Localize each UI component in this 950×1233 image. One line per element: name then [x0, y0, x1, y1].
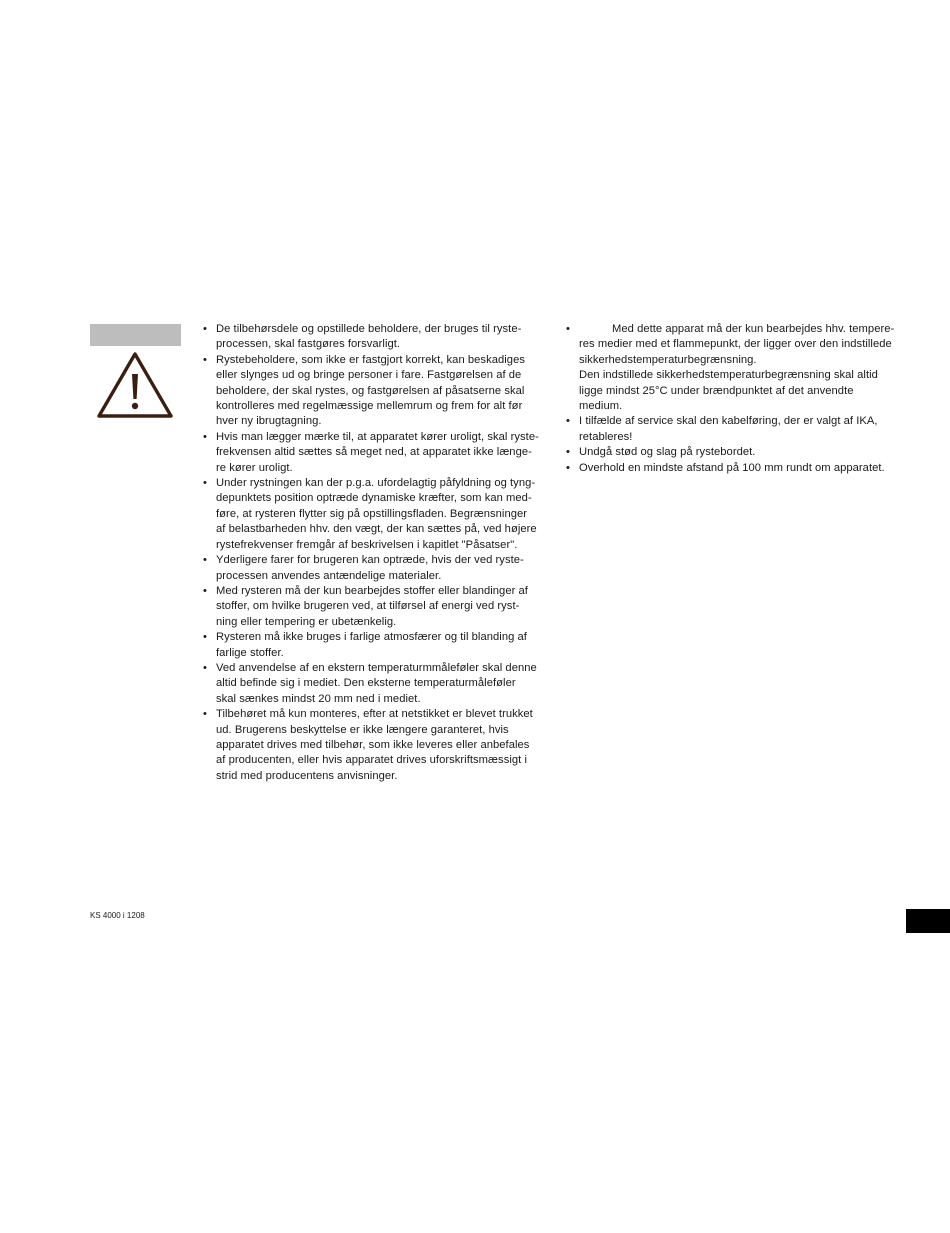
- text-line: Overhold en mindste afstand på 100 mm rundt om apparatet.: [579, 461, 885, 474]
- text-line: sikkerhedstemperaturbegrænsning.: [579, 353, 757, 366]
- bullet-item: [566, 461, 911, 476]
- warning-triangle-icon: [96, 350, 174, 420]
- bullet-marker: •: [203, 477, 207, 490]
- bullet-item: [566, 445, 911, 460]
- bullet-marker: •: [566, 415, 570, 428]
- bullet-item: [203, 707, 548, 784]
- safety-instructions-left-column: [203, 322, 548, 784]
- text-line: hver ny ibrugtagning.: [216, 415, 322, 428]
- text-line: ning eller tempering er ubetænkelig.: [216, 615, 397, 628]
- bullet-marker: •: [566, 323, 570, 335]
- text-line: medium.: [579, 400, 623, 413]
- bullet-item: [203, 353, 548, 430]
- text-line: rystefrekvenser fremgår af beskrivelsen i kapitlet "Påsatser".: [216, 538, 518, 551]
- text-line: processen, skal fastgøres forsvarligt.: [216, 338, 401, 351]
- text-line: Den indstillede sikkerhedstemperaturbegrænsning skal altid: [579, 369, 878, 382]
- text-line: stoffer, om hvilke brugeren ved, at tilførsel af energi ved ryst-: [216, 600, 520, 613]
- bullet-marker: •: [203, 584, 207, 597]
- text-line: eller slynges ud og bringe personer i fare. Fastgørelsen af de: [216, 369, 522, 382]
- bullet-item: [566, 322, 911, 414]
- safety-instructions-right-column: [566, 322, 911, 476]
- text-line: depunktets position optræde dynamiske kræfter, som kan med-: [216, 492, 532, 505]
- text-line: af producenten, eller hvis apparatet drives uforskriftsmæssigt i: [216, 754, 527, 767]
- text-line: Undgå stød og slag på rystebordet.: [579, 446, 756, 459]
- text-line: skal sænkes mindst 20 mm ned i mediet.: [216, 692, 421, 705]
- bullet-item: [203, 584, 548, 630]
- bullet-marker: •: [203, 323, 207, 335]
- bullet-item: [203, 553, 548, 584]
- text-line: Hvis man lægger mærke til, at apparatet kører uroligt, skal ryste-: [216, 430, 539, 443]
- page-edge-tab: [906, 909, 950, 933]
- text-line: kontrolleres med regelmæssige mellemrum og frem for alt før: [216, 400, 523, 413]
- text-line: Under rystningen kan der p.g.a. ufordelagtig påfyldning og tyng-: [216, 477, 536, 490]
- bullet-item: [203, 322, 548, 353]
- section-marker-bar: [90, 324, 181, 346]
- bullet-marker: •: [203, 554, 207, 567]
- bullet-marker: •: [566, 461, 570, 474]
- text-line: Rysteren må ikke bruges i farlige atmosfærer og til blanding af: [216, 631, 527, 644]
- text-line: Rystebeholdere, som ikke er fastgjort korrekt, kan beskadiges: [216, 353, 525, 366]
- text-line: I tilfælde af service skal den kabelføring, der er valgt af IKA,: [579, 415, 878, 428]
- bullet-item: [566, 414, 911, 445]
- text-line: apparatet drives med tilbehør, som ikke leveres eller anbefales: [216, 738, 530, 751]
- text-line: ligge mindst 25°C under brændpunktet af det anvendte: [579, 384, 854, 397]
- text-line: Med rysteren må der kun bearbejdes stoffer eller blandinger af: [216, 584, 528, 597]
- text-line: føre, at rysteren flytter sig på opstillingsfladen. Begrænsninger: [216, 507, 528, 520]
- text-line: res medier med et flammepunkt, der ligger over den indstillede: [579, 338, 892, 351]
- text-line: altid befinde sig i mediet. Den eksterne temperaturmåleføler: [216, 677, 516, 690]
- text-line: beholdere, der skal rystes, og fastgørelsen af påsatserne skal: [216, 384, 525, 397]
- text-line: De tilbehørsdele og opstillede beholdere, der bruges til ryste-: [216, 323, 522, 335]
- bullet-marker: •: [203, 430, 207, 443]
- bullet-marker: •: [203, 708, 207, 721]
- bullet-marker: •: [566, 446, 570, 459]
- text-line: frekvensen altid sættes så meget ned, at apparatet ikke længe-: [216, 446, 532, 459]
- bullet-item: [203, 661, 548, 707]
- text-line: af belastbarheden hhv. den vægt, der kan sættes på, ved højere: [216, 523, 537, 536]
- bullet-item: [203, 476, 548, 553]
- text-line: Tilbehøret må kun monteres, efter at netstikket er blevet trukket: [216, 708, 533, 721]
- text-line: ud. Brugerens beskyttelse er ikke længere garanteret, hvis: [216, 723, 509, 736]
- text-line: Ved anvendelse af en ekstern temperaturmmåleføler skal denne: [216, 661, 537, 674]
- text-line: strid med producentens anvisninger.: [216, 769, 398, 782]
- text-line: Yderligere farer for brugeren kan optræde, hvis der ved ryste-: [216, 554, 524, 567]
- text-line: processen anvendes antændelige materialer.: [216, 569, 442, 582]
- text-line: farlige stoffer.: [216, 646, 284, 659]
- bullet-marker: •: [203, 631, 207, 644]
- text-line: re kører uroligt.: [216, 461, 293, 474]
- bullet-item: [203, 430, 548, 476]
- text-line: Med dette apparat må der kun bearbejdes hhv. tempere-: [612, 323, 895, 335]
- text-line: retableres!: [579, 430, 633, 443]
- document-footer: KS 4000 i 1208: [90, 911, 145, 920]
- bullet-item: [203, 630, 548, 661]
- bullet-marker: •: [203, 353, 207, 366]
- bullet-marker: •: [203, 661, 207, 674]
